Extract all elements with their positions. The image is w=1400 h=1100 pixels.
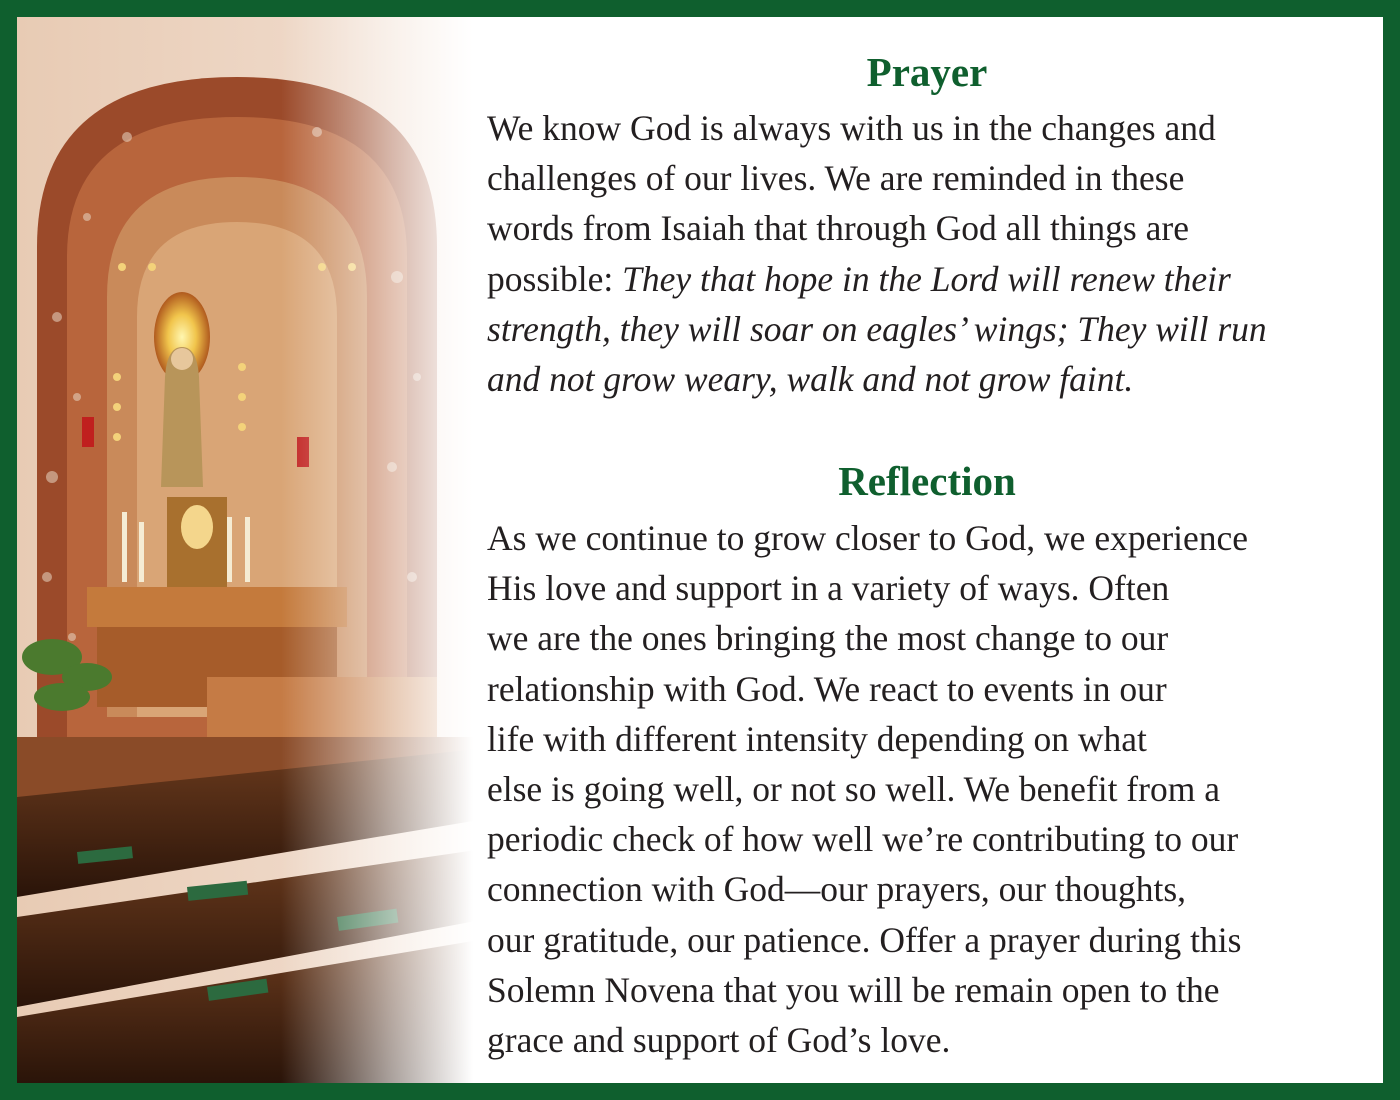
reflection-line: relationship with God. We react to events in our: [487, 668, 1167, 709]
scripture-quote: and not grow weary, walk and not grow faint.: [487, 359, 1134, 400]
reflection-line: our gratitude, our patience. Offer a prayer during this: [487, 919, 1242, 960]
church-altar-photo: [17, 17, 497, 1083]
reflection-line: Solemn Novena that you will be remain open to the: [487, 969, 1220, 1010]
reflection-line: His love and support in a variety of ways. Often: [487, 568, 1170, 609]
reflection-line: life with different intensity depending on what: [487, 718, 1147, 759]
reflection-body: [487, 513, 1248, 1065]
reflection-line: connection with God—our prayers, our thoughts,: [487, 869, 1187, 910]
prayer-line: We know God is always with us in the changes and: [487, 108, 1216, 148]
reflection-line: grace and support of God’s love.: [487, 1020, 951, 1061]
prayer-line: challenges of our lives. We are reminded in these: [487, 158, 1185, 199]
reflection-line: else is going well, or not so well. We benefit from a: [487, 769, 1220, 810]
reflection-line: As we continue to grow closer to God, we experience: [487, 518, 1249, 558]
scripture-quote: They that hope in the Lord will renew their: [622, 258, 1231, 299]
prayer-heading: Prayer: [866, 49, 988, 95]
prayer-line: [487, 254, 1267, 304]
reflection-heading: Reflection: [838, 458, 1016, 504]
prayer-line: words from Isaiah that through God all things are: [487, 208, 1189, 249]
prayer-body: [487, 103, 1267, 404]
reflection-line: periodic check of how well we’re contributing to our: [487, 819, 1239, 860]
scripture-quote: strength, they will soar on eagles’ wings; They will run: [487, 308, 1267, 349]
reflection-line: we are the ones bringing the most change to our: [487, 618, 1169, 659]
prayer-line-plain: possible:: [487, 258, 623, 299]
